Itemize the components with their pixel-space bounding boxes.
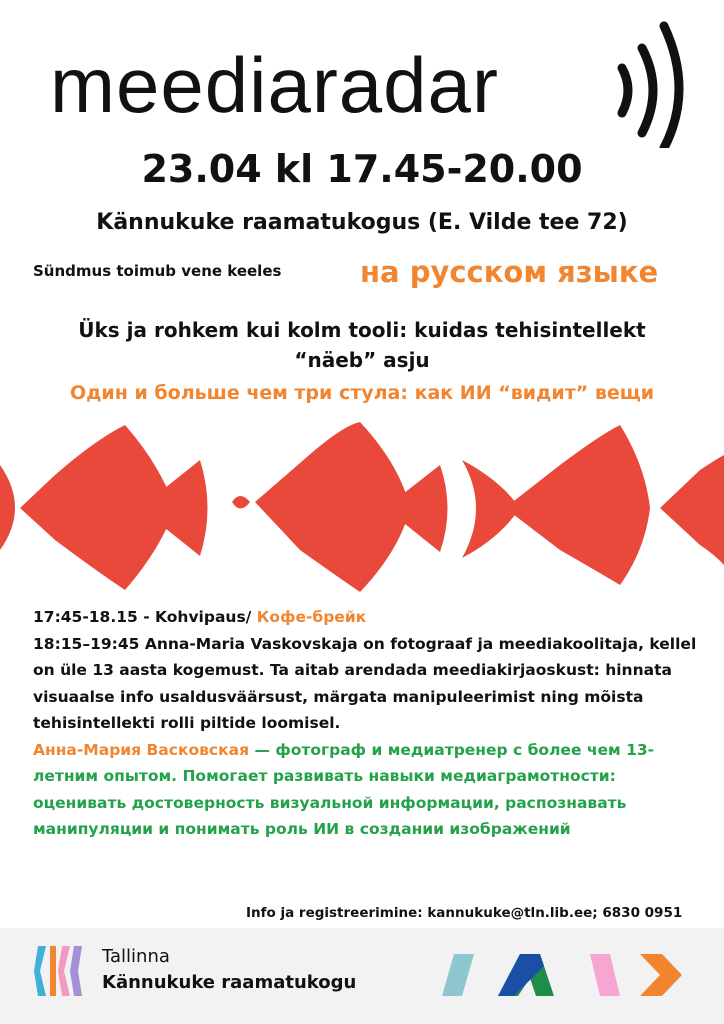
language-note-estonian: Sündmus toimub vene keeles: [33, 262, 282, 280]
event-title-estonian: Üks ja rohkem kui kolm tooli: kuidas tehisintellekt “näeb” asju: [78, 318, 646, 372]
talk-description-russian: [33, 737, 703, 843]
talk-description-estonian: 18:15–19:45 Anna-Maria Vaskovskaja on fotograaf ja meediakoolitaja, kellel on üle 13 aasta kogemust. Ta aitab arendada meediakirjaoskust: hinnata visuaalse info usaldusväärsust, märgata manipuleerimist ning mõista tehisintellekti rolli piltide loomisel.: [33, 634, 697, 732]
event-venue: Kännukuke raamatukogus (E. Vilde tee 72): [96, 210, 628, 235]
coffee-break-ru: Кофе-брейк: [256, 608, 367, 626]
fish-pattern-illustration: [0, 420, 724, 595]
coffee-break-line: [33, 604, 703, 631]
event-title-russian: Один и больше чем три стула: как ИИ “видит” вещи: [69, 382, 655, 404]
contact-info: Info ja registreerimine: kannukuke@tln.lib.ee; 6830 0951: [246, 905, 683, 921]
radar-waves-icon: [608, 18, 698, 148]
decorative-shapes-icon: [440, 950, 690, 998]
language-note-russian: на русском языке: [360, 255, 659, 289]
meediaradar-logo: meediaradar: [50, 41, 499, 129]
footer-library-name: Kännukuke raamatukogu: [102, 972, 357, 993]
talk-text-ru: — фотограф и медиатренер с более чем 13-летним опытом. Помогает развивать навыки медиаграмотности: оценивать достоверность визуальной информации, распознавать манипуляции и понимать роль ИИ в создании изображений: [33, 740, 655, 838]
coffee-break-est: 17:45-18.15 - Kohvipaus/: [33, 608, 257, 626]
event-date-time: 23.04 kl 17.45-20.00: [141, 147, 583, 191]
schedule-section: [33, 604, 703, 843]
footer-city-label: Tallinna: [102, 946, 170, 967]
library-logo-icon: [34, 942, 84, 1000]
speaker-name-ru: Анна-Мария Васковская: [33, 740, 250, 759]
